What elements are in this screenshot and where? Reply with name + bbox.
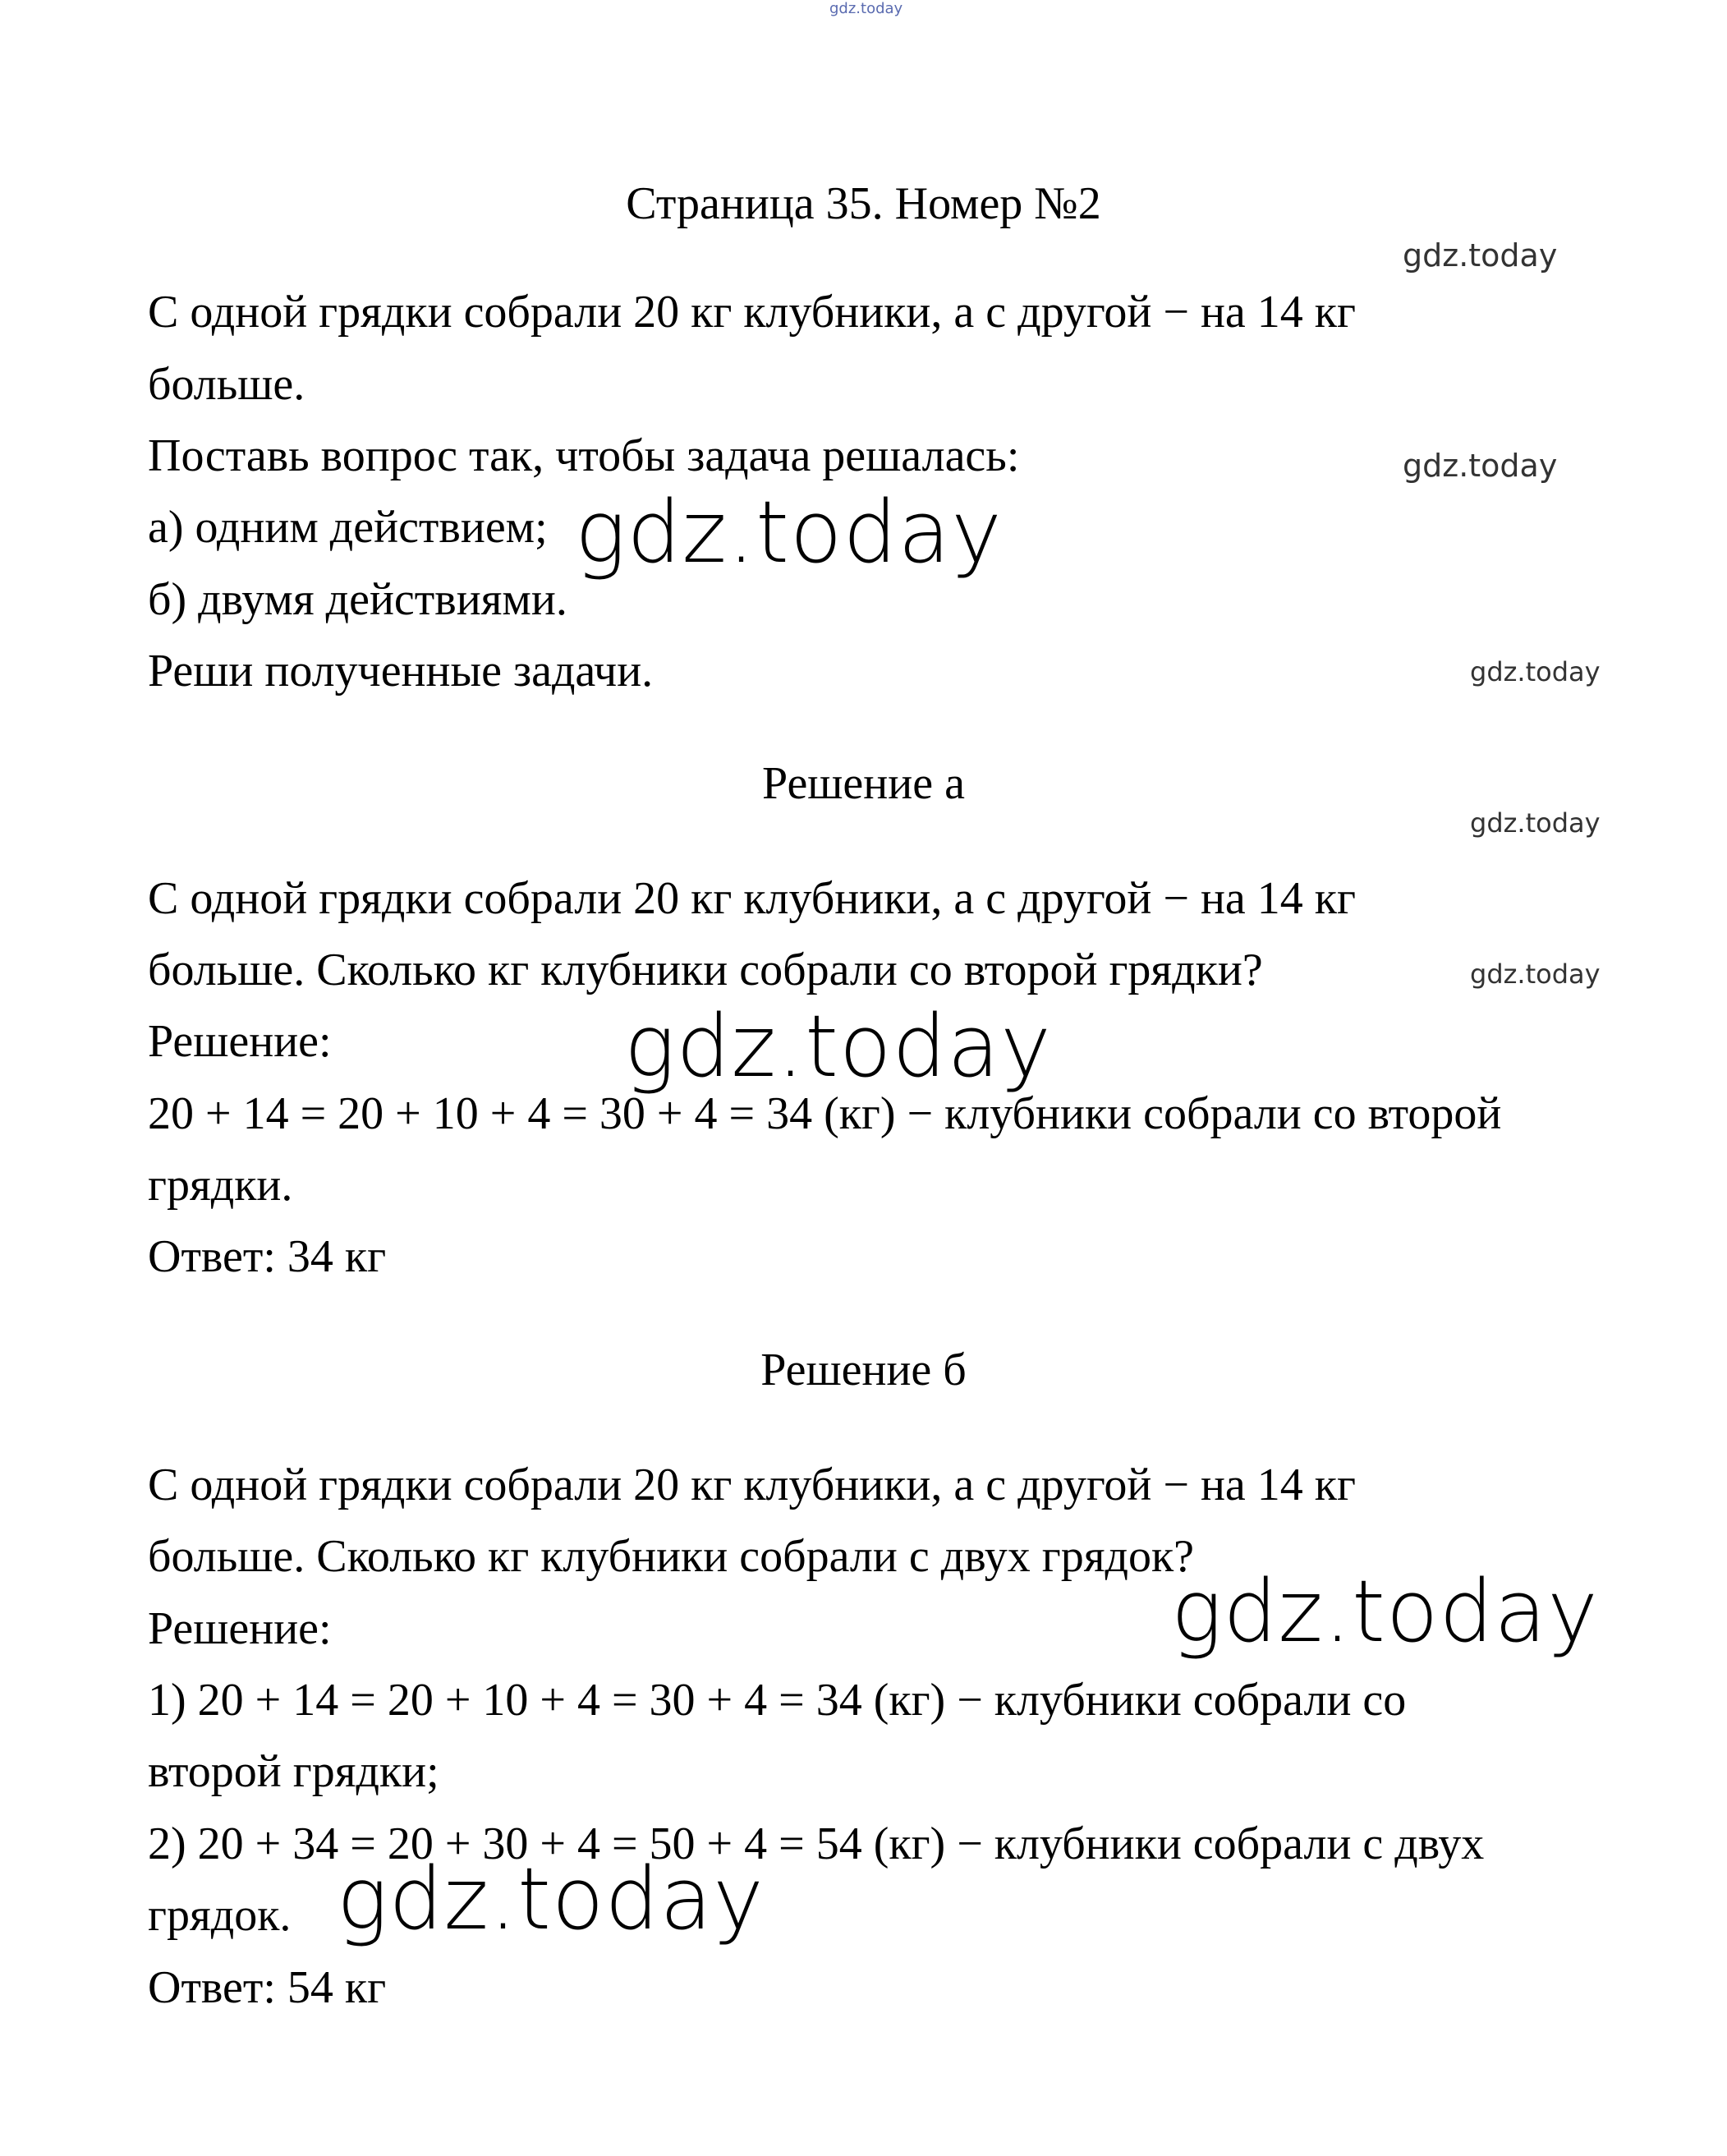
task-line: б) двумя действиями.: [148, 574, 567, 625]
solution-b-line: 1) 20 + 14 = 20 + 10 + 4 = 30 + 4 = 34 (кг) − клубники собрали со: [148, 1675, 1407, 1726]
solution-a-line: больше. Сколько кг клубники собрали со второй грядки?: [148, 945, 1263, 995]
watermark-small: gdz.today: [1403, 448, 1558, 484]
watermark-large: gdz.today: [1171, 1561, 1599, 1662]
watermark-small: gdz.today: [1403, 237, 1558, 274]
solution-a-answer: Ответ: 34 кг: [148, 1231, 387, 1282]
task-line: С одной грядки собрали 20 кг клубники, а с другой − на 14 кг: [148, 287, 1356, 338]
watermark-large: gdz.today: [337, 1849, 765, 1949]
solution-b-line: грядок.: [148, 1890, 292, 1941]
watermark-top: gdz.today: [829, 0, 903, 17]
page-title: Страница 35. Номер №2: [626, 178, 1101, 229]
solution-a-heading: Решение а: [762, 758, 965, 809]
task-line: Реши полученные задачи.: [148, 646, 654, 696]
solution-b-answer: Ответ: 54 кг: [148, 1962, 387, 2013]
solution-b-line: больше. Сколько кг клубники собрали с двух грядок?: [148, 1531, 1194, 1582]
solution-b-line: С одной грядки собрали 20 кг клубники, а с другой − на 14 кг: [148, 1460, 1356, 1510]
solution-b-line: Решение:: [148, 1603, 332, 1654]
solution-b-heading: Решение б: [760, 1345, 967, 1395]
watermark-small: gdz.today: [1470, 807, 1601, 839]
solution-b-line: 2) 20 + 34 = 20 + 30 + 4 = 50 + 4 = 54 (кг) − клубники собрали с двух: [148, 1818, 1485, 1869]
task-line: а) одним действием;: [148, 502, 548, 553]
solution-a-line: Решение:: [148, 1016, 332, 1067]
solution-a-line: С одной грядки собрали 20 кг клубники, а с другой − на 14 кг: [148, 873, 1356, 924]
solution-a-line: 20 + 14 = 20 + 10 + 4 = 30 + 4 = 34 (кг) − клубники собрали со второй: [148, 1088, 1502, 1139]
watermark-small: gdz.today: [1470, 958, 1601, 990]
watermark-small: gdz.today: [1470, 656, 1601, 687]
solution-a-line: грядки.: [148, 1160, 293, 1211]
task-line: Поставь вопрос так, чтобы задача решалась:: [148, 430, 1020, 481]
solution-b-line: второй грядки;: [148, 1746, 439, 1797]
watermark-large: gdz.today: [624, 996, 1052, 1096]
watermark-large: gdz.today: [575, 482, 1003, 582]
task-line: больше.: [148, 359, 305, 410]
